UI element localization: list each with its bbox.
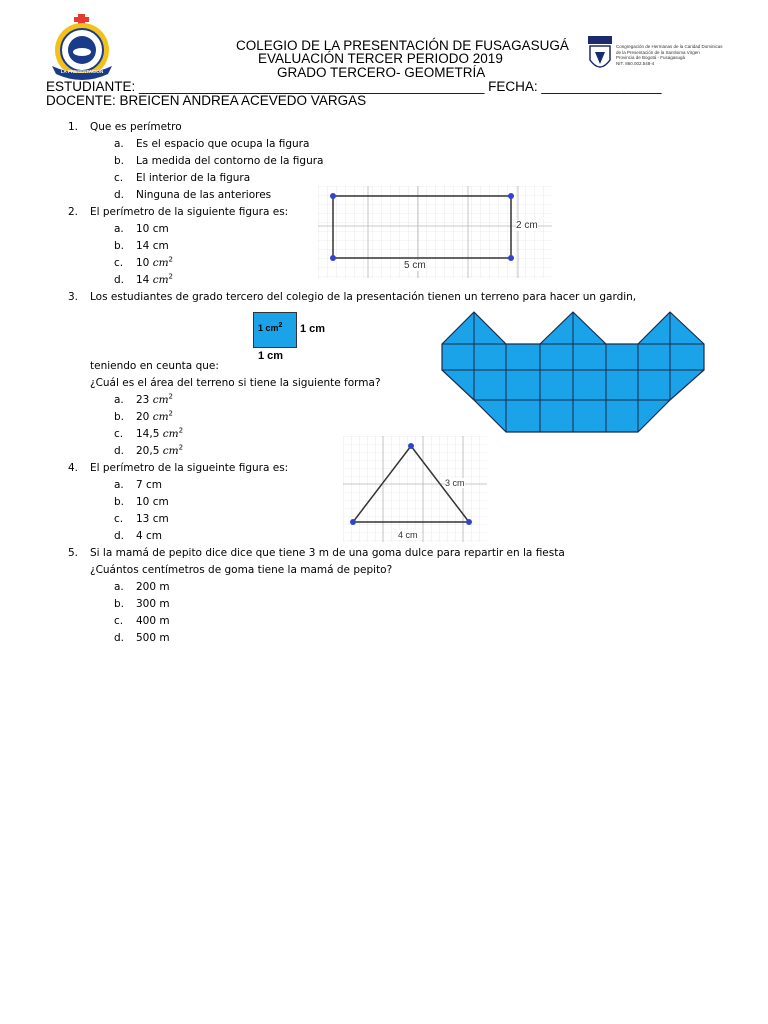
question-number: 4. (68, 462, 79, 474)
rectangle-figure (318, 186, 552, 278)
school-name: COLEGIO DE LA PRESENTACIÓN DE FUSAGASUGÁ (236, 38, 569, 53)
question-text: El perímetro de la sigueinte figura es: (90, 462, 289, 474)
option-letter: c. (114, 428, 124, 440)
answer-option[interactable] (114, 426, 184, 441)
answer-option[interactable] (114, 580, 170, 594)
question-number: 1. (68, 121, 79, 133)
option-letter: a. (114, 581, 124, 593)
answer-option[interactable] (114, 222, 169, 236)
option-exponent: 2 (168, 255, 174, 264)
question-4 (68, 461, 289, 475)
option-text (136, 273, 173, 287)
option-letter: c. (114, 615, 124, 627)
congregation-info (616, 44, 726, 66)
unit-square-area-label (258, 323, 282, 333)
option-letter: a. (114, 394, 124, 406)
option-letter: d. (114, 445, 125, 457)
option-letter: b. (114, 240, 125, 252)
option-value: 10 (136, 257, 153, 269)
unit-square-side-label: 1 cm (300, 323, 326, 335)
answer-option[interactable] (114, 154, 324, 168)
answer-option[interactable] (114, 597, 170, 611)
option-value: 23 (136, 394, 153, 406)
congregation-line: Provincia de Bogotá - Fusagasugá (616, 55, 686, 60)
question-2 (68, 205, 289, 219)
question-number: 2. (68, 206, 79, 218)
option-unit: cm (152, 411, 169, 423)
option-exponent: 2 (178, 426, 184, 435)
option-unit: cm (152, 394, 169, 406)
option-text: Es el espacio que ocupa la figura (136, 138, 310, 150)
answer-option[interactable] (114, 239, 169, 253)
option-value: 20 (136, 411, 153, 423)
option-text: 300 m (136, 598, 170, 610)
answer-option[interactable] (114, 614, 170, 628)
option-letter: d. (114, 189, 125, 201)
garden-shape-figure (440, 310, 708, 434)
congregation-shield-icon (586, 34, 614, 76)
question-number: 3. (68, 291, 79, 303)
option-letter: b. (114, 598, 125, 610)
option-value: 20,5 (136, 445, 163, 457)
option-letter: c. (114, 257, 124, 269)
exam-title: EVALUACIÓN TERCER PERIODO 2019 (258, 51, 503, 66)
option-text: La medida del contorno de la figura (136, 155, 324, 167)
answer-option[interactable] (114, 409, 174, 424)
question-number: 5. (68, 547, 79, 559)
option-text: Ninguna de las anteriores (136, 189, 272, 201)
option-exponent: 2 (168, 409, 174, 418)
answer-option[interactable] (114, 512, 169, 526)
option-text: 400 m (136, 615, 170, 627)
option-text (136, 410, 173, 424)
option-text: 7 cm (136, 479, 163, 491)
congregation-line: Congregación de Hermanas de la Caridad Dominicas (616, 44, 723, 49)
option-letter: d. (114, 530, 125, 542)
option-exponent: 2 (178, 443, 184, 452)
option-letter: c. (114, 172, 124, 184)
triangle-base-label: 4 cm (398, 530, 418, 540)
unit-area-exponent: 2 (278, 322, 283, 329)
option-letter: d. (114, 274, 125, 286)
option-value: 14 (136, 274, 153, 286)
rectangle-height-label: 2 cm (516, 220, 538, 231)
option-letter: a. (114, 479, 124, 491)
question-text: Que es perímetro (90, 121, 182, 133)
congregation-line: NIT. 860.002.548-4 (616, 60, 655, 66)
question-5-prompt: ¿Cuántos centímetros de goma tiene la mamá de pepito? (90, 564, 393, 576)
logo-banner-text: LA PRESENTACIÓN (60, 69, 104, 74)
option-unit: cm (162, 445, 179, 457)
option-exponent: 2 (168, 272, 174, 281)
answer-option[interactable] (114, 495, 169, 509)
option-text: 200 m (136, 581, 170, 593)
answer-option[interactable] (114, 272, 174, 287)
answer-option[interactable] (114, 529, 163, 543)
option-text: 13 cm (136, 513, 169, 525)
option-letter: d. (114, 632, 125, 644)
question-3-condition: teniendo en ceunta que: (90, 360, 219, 372)
question-3 (68, 290, 637, 304)
answer-option[interactable] (114, 631, 170, 645)
answer-option[interactable] (114, 392, 174, 407)
answer-option[interactable] (114, 443, 184, 458)
triangle-figure (343, 436, 487, 542)
answer-option[interactable] (114, 478, 163, 492)
option-letter: b. (114, 496, 125, 508)
answer-option[interactable] (114, 188, 272, 202)
option-text (136, 393, 173, 407)
teacher-line: DOCENTE: BREICEN ANDREA ACEVEDO VARGAS (46, 93, 367, 108)
question-3-prompt: ¿Cuál es el área del terreno si tiene la siguiente forma? (90, 377, 381, 389)
option-value: 14,5 (136, 428, 163, 440)
grade-subject: GRADO TERCERO- GEOMETRÍA (277, 65, 486, 80)
unit-area-value: 1 cm (258, 323, 279, 333)
option-text (136, 256, 173, 270)
option-text: 4 cm (136, 530, 163, 542)
answer-option[interactable] (114, 137, 310, 151)
congregation-line: de la Presentación de la Santísima Virgen (616, 49, 700, 55)
option-text (136, 444, 183, 458)
student-date-line: ESTUDIANTE: ______________________________________________ FECHA: ________________ (46, 79, 662, 94)
option-text: 10 cm (136, 223, 169, 235)
option-exponent: 2 (168, 392, 174, 401)
option-unit: cm (162, 428, 179, 440)
option-text (136, 427, 183, 441)
option-text: 10 cm (136, 496, 169, 508)
option-text: El interior de la figura (136, 172, 251, 184)
option-letter: b. (114, 411, 125, 423)
option-letter: b. (114, 155, 125, 167)
triangle-side-label: 3 cm (445, 478, 465, 488)
answer-option[interactable] (114, 255, 174, 270)
unit-square-bottom-label: 1 cm (258, 350, 284, 362)
option-letter: c. (114, 513, 124, 525)
option-text: 500 m (136, 632, 170, 644)
unit-square (253, 312, 297, 348)
option-text: 14 cm (136, 240, 169, 252)
question-text: El perímetro de la siguiente figura es: (90, 206, 289, 218)
option-letter: a. (114, 223, 124, 235)
school-crest-logo (48, 14, 116, 84)
answer-option[interactable] (114, 171, 251, 185)
rectangle-width-label: 5 cm (404, 260, 426, 271)
option-letter: a. (114, 138, 124, 150)
question-5 (68, 546, 565, 560)
option-unit: cm (152, 257, 169, 269)
option-unit: cm (152, 274, 169, 286)
question-text: Los estudiantes de grado tercero del colegio de la presentación tienen un terreno para hacer un gardin, (90, 291, 637, 303)
question-text: Si la mamá de pepito dice dice que tiene 3 m de una goma dulce para repartir en la fiesta (90, 547, 565, 559)
